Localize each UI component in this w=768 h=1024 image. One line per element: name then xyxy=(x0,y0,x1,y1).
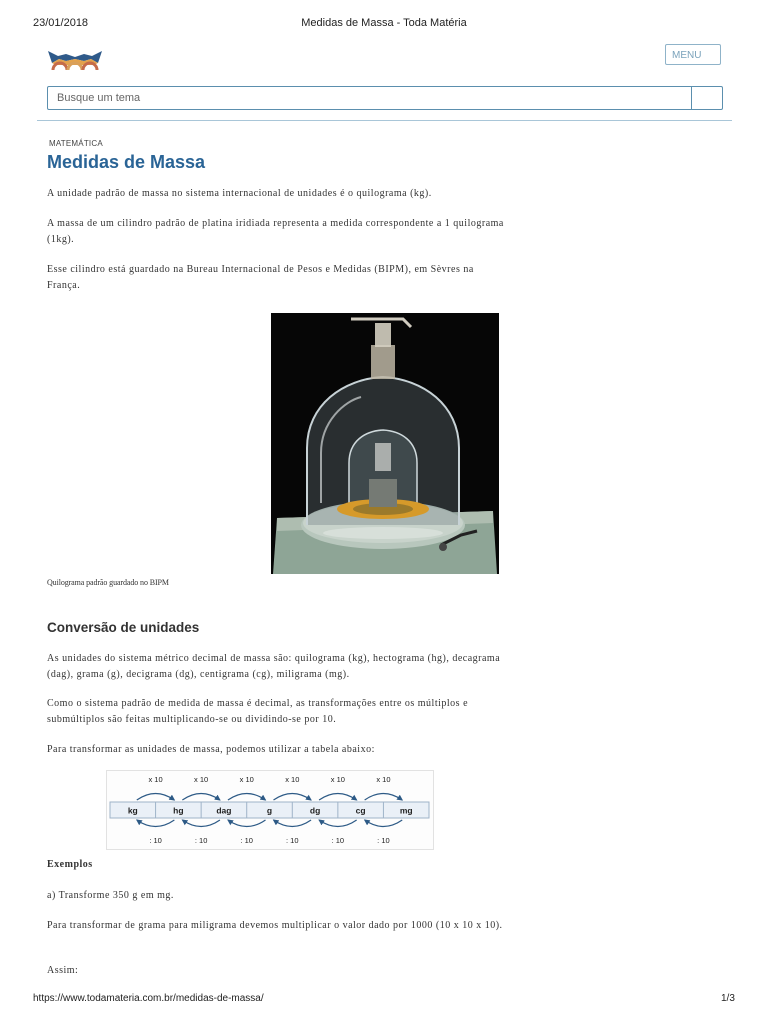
intro-paragraph-3: Esse cilindro está guardado na Bureau Internacional de Pesos e Medidas (BIPM), em Sèvres na França. xyxy=(47,264,474,291)
examples-label: Exemplos xyxy=(47,859,93,870)
unit-label: cg xyxy=(355,805,366,816)
owl-logo-icon[interactable] xyxy=(46,43,104,77)
unit-label: kg xyxy=(127,805,138,816)
divide-arrow xyxy=(319,820,357,827)
example-a: a) Transforme 350 g em mg. xyxy=(47,890,174,901)
divide-label: : 10 xyxy=(149,836,162,845)
multiply-arrow xyxy=(137,794,175,801)
divide-label: : 10 xyxy=(194,836,208,845)
divide-label: : 10 xyxy=(377,836,390,845)
divide-arrow xyxy=(274,820,312,827)
menu-button[interactable]: MENU xyxy=(665,44,721,65)
divide-label: : 10 xyxy=(240,836,253,845)
conversion-table xyxy=(106,770,434,850)
multiply-label: x 10 xyxy=(239,775,254,784)
unit-label: hg xyxy=(173,805,184,816)
header-divider xyxy=(37,120,732,121)
unit-label: dag xyxy=(216,805,232,816)
multiply-label: x 10 xyxy=(376,775,391,784)
print-title: Medidas de Massa - Toda Matéria xyxy=(301,17,467,29)
image-caption: Quilograma padrão guardado no BIPM xyxy=(47,578,169,587)
divide-arrow xyxy=(137,820,175,827)
intro-paragraph-1: A unidade padrão de massa no sistema internacional de unidades é o quilograma (kg). xyxy=(47,188,432,199)
search-input[interactable] xyxy=(48,87,691,109)
print-date: 23/01/2018 xyxy=(33,17,89,29)
multiply-label: x 10 xyxy=(285,775,300,784)
unit-label: dg xyxy=(309,805,321,816)
multiply-label: x 10 xyxy=(148,775,163,784)
multiply-arrow xyxy=(228,794,266,801)
unit-label: mg xyxy=(399,805,413,816)
multiply-arrow xyxy=(365,794,403,801)
kilogram-prototype-photo xyxy=(271,313,499,574)
multiply-label: x 10 xyxy=(330,775,345,784)
multiply-arrow xyxy=(182,794,220,801)
intro-paragraph-2: A massa de um cilindro padrão de platina iridiada representa a medida correspondente a 1 quilograma (1kg). xyxy=(47,218,504,245)
category-label[interactable]: MATEMÁTICA xyxy=(49,139,103,148)
units-paragraph: As unidades do sistema métrico decimal de massa são: quilograma (kg), hectograma (hg), decagrama (dag), grama (g), decigrama (dg), centigrama (cg), miligrama (mg). xyxy=(47,653,501,680)
decimal-paragraph: Como o sistema padrão de medida de massa é decimal, as transformações entre os múltiplos e submúltiplos são feitas multiplicando-se ou dividindo-se por 10. xyxy=(47,698,469,725)
example-assim: Assim: xyxy=(47,965,79,976)
divide-label: : 10 xyxy=(286,836,299,845)
divide-label: : 10 xyxy=(331,836,345,845)
print-url: https://www.todamateria.com.br/medidas-de-massa/ xyxy=(33,993,264,1004)
multiply-label: x 10 xyxy=(194,775,209,784)
table-intro-paragraph: Para transformar as unidades de massa, podemos utilizar a tabela abaixo: xyxy=(47,744,375,755)
section-heading: Conversão de unidades xyxy=(47,620,200,635)
example-explanation: Para transformar de grama para miligrama devemos multiplicar o valor dado por 1000 (10 x 10 x 10). xyxy=(47,920,503,931)
divide-arrow xyxy=(365,820,403,827)
multiply-arrow xyxy=(274,794,312,801)
unit-label: g xyxy=(266,805,273,816)
print-page-number: 1/3 xyxy=(721,993,735,1004)
divide-arrow xyxy=(182,820,220,827)
search-button[interactable] xyxy=(691,87,723,109)
search-bar xyxy=(47,86,723,110)
page-title: Medidas de Massa xyxy=(47,152,206,172)
multiply-arrow xyxy=(319,794,357,801)
divide-arrow xyxy=(228,820,266,827)
